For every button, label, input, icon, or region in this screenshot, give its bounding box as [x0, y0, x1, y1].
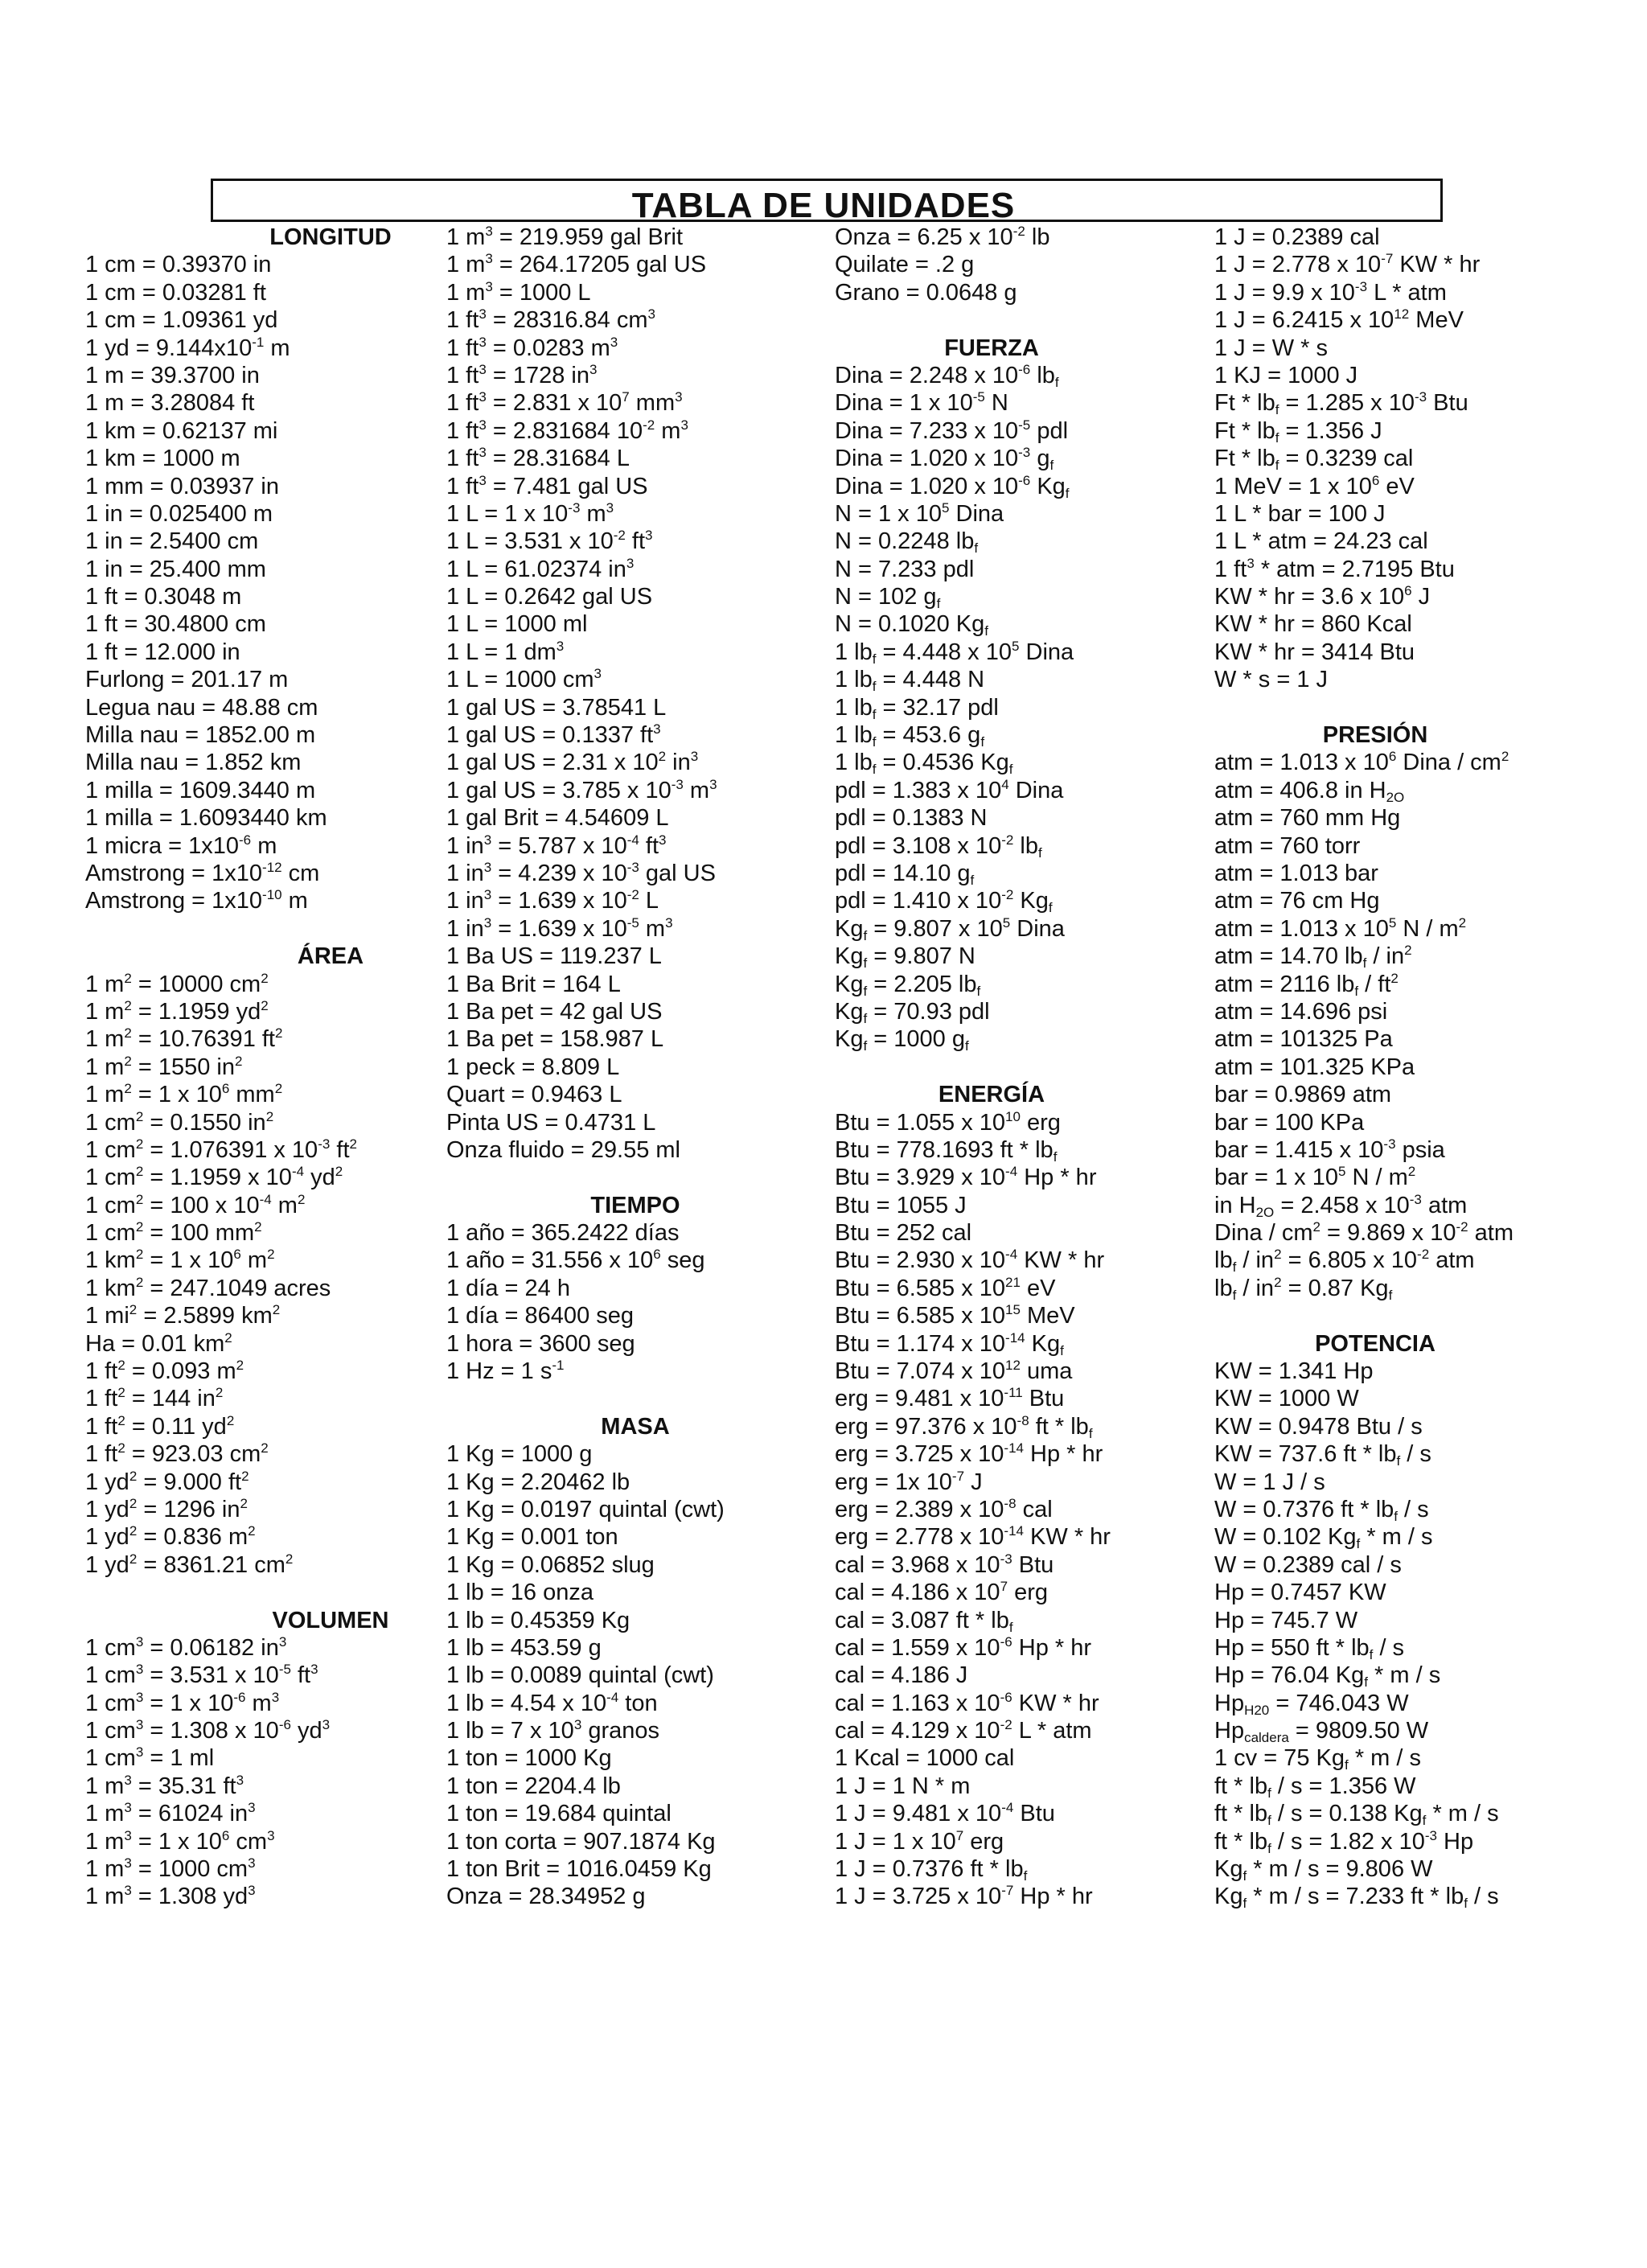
conversion-line: 1 km = 1000 m	[85, 446, 240, 472]
conversion-line: 1 $m^3 = 219.959$ gal Brit	[446, 224, 684, 250]
conversion-line: 1 $cm^3 = 1.308$ x $10^{-6}$ $yd^3$	[85, 1717, 331, 1744]
conversion-line: 1 ton = 19.684 quintal	[446, 1801, 672, 1827]
conversion-line: Milla nau = 1852.00 m	[85, 722, 316, 749]
conversion-line: atm = 1.013 x $10^6$ Dina / $cm^2$	[1214, 749, 1509, 776]
conversion-line: Furlong = 201.17 m	[85, 667, 289, 693]
conversion-line: 1 L = 1000 ml	[446, 611, 588, 638]
conversion-line: 1 Kg = 0.0197 quintal (cwt)	[446, 1496, 725, 1522]
conversion-line: atm = 101325 Pa	[1214, 1026, 1393, 1053]
conversion-line: 1 cm = 0.03281 ft	[85, 279, 266, 306]
conversion-line: 1 $lb_f = 453.6$ $g_f$	[835, 722, 985, 750]
conversion-line: 1 L = 1 $dm^3$	[446, 638, 565, 665]
conversion-line: Btu = 1055 J	[835, 1192, 967, 1218]
conversion-line: 1 $yd^2 = 0.836$ $m^2$	[85, 1523, 256, 1551]
conversion-line: Dina = 7.233 x $10^{-5}$ pdl	[835, 417, 1069, 444]
conversion-line: Amstrong = $1x10^{-12}$ cm	[85, 859, 320, 886]
conversion-line: 1 $ft^3 = 0.0283$ $m^3$	[446, 334, 618, 361]
conversion-line: $Ft * lb_f = 1.356$ J	[1214, 417, 1382, 446]
conversion-line: atm = 406.8 in $H_{2O}$	[1214, 777, 1405, 805]
conversion-line: atm = 101.325 KPa	[1214, 1054, 1415, 1080]
conversion-line: atm = 1.013 bar	[1214, 860, 1378, 886]
conversion-line: 1 Kg = 0.001 ton	[446, 1524, 618, 1551]
section-heading: PRESIÓN	[1322, 722, 1428, 749]
conversion-line: 1 $ft^2 = 144$ $in^2$	[85, 1385, 224, 1412]
conversion-line: KW = 1.341 Hp	[1214, 1358, 1374, 1385]
conversion-line: cal = 1.559 x $10^{-6}$ Hp * hr	[835, 1633, 1092, 1661]
conversion-line: W * s = 1 J	[1214, 667, 1329, 693]
conversion-line: 1 $m^3 = 1000$ L	[446, 278, 591, 306]
conversion-line: Btu = 6.585 x $10^{15}$ MeV	[835, 1302, 1075, 1329]
conversion-line: 1 ton = 1000 Kg	[446, 1745, 612, 1772]
conversion-line: $Kg_f = 70.93$ pdl	[835, 998, 990, 1026]
conversion-line: Dina = 1.020 x $10^{-6}$ $Kg_f$	[835, 472, 1070, 501]
conversion-line: 1 ft = 12.000 in	[85, 639, 240, 665]
conversion-line: Btu = 778.1693 ft * $lb_f$	[835, 1136, 1058, 1165]
conversion-line: erg = 97.376 x $10^{-8}$ ft * $lb_f$	[835, 1412, 1093, 1441]
conversion-line: cal = 4.186 J	[835, 1662, 968, 1689]
blank-line	[835, 306, 1148, 334]
conversion-line: $Kg_f = 9.807$ x $10^5$ Dina	[835, 914, 1065, 943]
conversion-line: 1 km = 0.62137 mi	[85, 417, 278, 444]
conversion-line: atm = 14.70 $lb_f / in^2$	[1214, 943, 1412, 972]
conversion-line: atm = 14.696 psi	[1214, 998, 1388, 1025]
conversion-line: $Kg_f = 1000$ $g_f$	[835, 1026, 969, 1054]
conversion-line: 1 L = 1 x $10^{-3}$ $m^3$	[446, 499, 614, 527]
column-4	[1214, 224, 1536, 1911]
conversion-line: W = 0.7376 ft * $lb_f$ / s	[1214, 1496, 1429, 1524]
conversion-line: 1 $m^2 = 10.76391$ $ft^2$	[85, 1025, 283, 1053]
conversion-line: 1 día = 24 h	[446, 1275, 570, 1301]
conversion-line: 1 $ft^3$ * atm = 2.7195 Btu	[1214, 555, 1455, 582]
conversion-line: Milla nau = 1.852 km	[85, 750, 302, 776]
conversion-line: Quart = 0.9463 L	[446, 1082, 622, 1108]
conversion-line: 1 $m^3 = 264.17205$ gal US	[446, 251, 707, 278]
conversion-line: 1 J = 6.2415 x $10^{12}$ MeV	[1214, 306, 1464, 334]
conversion-line: bar = 1 x $10^5$ N / $m^2$	[1214, 1164, 1416, 1191]
conversion-line: cal = 3.087 ft * $lb_f$	[835, 1607, 1013, 1635]
conversion-line: atm = 1.013 x $10^5$ N / $m^2$	[1214, 914, 1467, 942]
conversion-line: erg = 9.481 x $10^{-11}$ Btu	[835, 1385, 1065, 1412]
conversion-line: $Ft * lb_f = 0.3239$ cal	[1214, 446, 1414, 474]
section-heading: ÁREA	[297, 943, 364, 970]
conversion-line: 1 Kg = 1000 g	[446, 1441, 593, 1468]
conversion-line: 1 $cm^2 = 100$ $mm^2$	[85, 1219, 262, 1247]
conversion-line: $lb_f / in^2 = 6.805$ x $10^{-2}$ atm	[1214, 1247, 1475, 1276]
conversion-line: Dina = 2.248 x $10^{-6}$ $lb_f$	[835, 361, 1059, 390]
conversion-line: 1 $ft^2 = 0.11$ $yd^2$	[85, 1412, 235, 1440]
conversion-line: 1 in = 2.5400 cm	[85, 528, 259, 555]
conversion-line: 1 J = W * s	[1214, 335, 1329, 361]
conversion-line: Dina / $cm^2 = 9.869$ x $10^{-2}$ atm	[1214, 1219, 1514, 1247]
conversion-line: 1 m = 3.28084 ft	[85, 390, 255, 417]
section-heading: VOLUMEN	[272, 1607, 389, 1633]
conversion-line: erg = 1x $10^{-7}$ J	[835, 1468, 983, 1495]
conversion-line: 1 $yd^2 = 1296$ $in^2$	[85, 1495, 248, 1522]
conversion-line: 1 in = 25.400 mm	[85, 556, 266, 582]
conversion-line: Btu = 1.055 x $10^{10}$ erg	[835, 1108, 1061, 1136]
conversion-line: 1 MeV = 1 x $10^6$ eV	[1214, 472, 1415, 499]
conversion-line: erg = 2.778 x $10^{-14}$ KW * hr	[835, 1523, 1111, 1551]
section-heading: TIEMPO	[590, 1192, 680, 1218]
conversion-line: 1 $m^2 = 1550$ $in^2$	[85, 1053, 243, 1080]
conversion-line: Btu = 252 cal	[835, 1220, 972, 1247]
conversion-line: 1 lb = 7 x $10^3$ granos	[446, 1717, 660, 1744]
conversion-line: 1 $in^3 = 1.639$ x $10^{-2}$ L	[446, 887, 659, 914]
conversion-line: 1 milla = 1609.3440 m	[85, 777, 316, 803]
conversion-line: 1 $ft^3 = 28316.84$ $cm^3$	[446, 306, 655, 334]
conversion-line: KW * hr = 3414 Btu	[1214, 639, 1415, 665]
conversion-line: 1 $ft^3 = 7.481$ gal US	[446, 472, 648, 499]
conversion-line: 1 gal US = 3.785 x $10^{-3}$ $m^3$	[446, 776, 717, 803]
conversion-line: 1 cm = 0.39370 in	[85, 252, 272, 278]
section-heading: FUERZA	[944, 335, 1039, 361]
conversion-line: 1 J = 0.7376 ft * $lb_f$	[835, 1856, 1028, 1884]
conversion-line: 1 $ft^3 = 2.831$ x $10^7$ $mm^3$	[446, 389, 683, 417]
conversion-line: 1 Kcal = 1000 cal	[835, 1745, 1015, 1772]
conversion-line: 1 $m^2 = 10000$ $cm^2$	[85, 970, 269, 997]
conversion-line: 1 $cm^2 = 1.1959$ x $10^{-4}$ $yd^2$	[85, 1164, 343, 1191]
conversion-line: 1 $m^3 = 1.308$ $yd^3$	[85, 1883, 256, 1910]
conversion-line: pdl = 14.10 $g_f$	[835, 860, 975, 888]
column-2	[446, 224, 824, 1911]
conversion-line: KW = 1000 W	[1214, 1386, 1359, 1412]
conversion-line: Quilate = .2 g	[835, 252, 975, 278]
conversion-line: 1 gal Brit = 4.54609 L	[446, 805, 669, 832]
conversion-line: cal = 3.968 x $10^{-3}$ Btu	[835, 1551, 1054, 1578]
conversion-line: 1 $m^3 = 1000$ $cm^3$	[85, 1855, 256, 1883]
conversion-line: 1 gal US = 0.1337 $ft^3$	[446, 721, 661, 749]
conversion-line: 1 lb = 453.59 g	[446, 1634, 602, 1661]
conversion-line: 1 $cm^3 = 1$ x $10^{-6}$ $m^3$	[85, 1689, 280, 1716]
conversion-line: cal = 4.186 x $10^7$ erg	[835, 1579, 1049, 1606]
conversion-line: Ha = 0.01 $km^2$	[85, 1329, 232, 1357]
conversion-line: 1 J = 9.9 x $10^{-3}$ L * atm	[1214, 278, 1447, 306]
conversion-line: 1 $cm^2 = 100$ x $10^{-4}$ $m^2$	[85, 1191, 306, 1218]
conversion-line: 1 $cm^3 = 3.531$ x $10^{-5}$ $ft^3$	[85, 1662, 318, 1689]
conversion-line: 1 $lb_f = 0.4536$ $Kg_f$	[835, 750, 1013, 778]
conversion-line: Hp = 0.7457 KW	[1214, 1580, 1386, 1606]
conversion-line: atm = 2116 $lb_f / ft^2$	[1214, 970, 1399, 999]
conversion-line: 1 $in^3 = 1.639$ x $10^{-5}$ $m^3$	[446, 914, 673, 942]
conversion-line: 1 $ft^3 = 28.31684$ L	[446, 445, 630, 472]
conversion-line: 1 Ba US = 119.237 L	[446, 943, 662, 970]
conversion-line: Hp = 76.04 $Kg_f$ * m / s	[1214, 1662, 1441, 1691]
conversion-line: 1 $in^3 = 5.787$ x $10^{-4}$ $ft^3$	[446, 832, 667, 859]
conversion-line: N = 7.233 pdl	[835, 556, 975, 582]
conversion-line: 1 día = 86400 seg	[446, 1303, 635, 1329]
page-title: TABLA DE UNIDADES	[631, 186, 1016, 225]
conversion-line: 1 ton = 2204.4 lb	[446, 1773, 621, 1799]
conversion-line: 1 lb = 0.0089 quintal (cwt)	[446, 1662, 714, 1689]
conversion-line: bar = 100 KPa	[1214, 1109, 1365, 1136]
conversion-line: ft * $lb_f / s = 1.356$ W	[1214, 1773, 1416, 1801]
conversion-line: 1 L * atm = 24.23 cal	[1214, 528, 1428, 555]
conversion-line: Btu = 3.929 x $10^{-4}$ Hp * hr	[835, 1164, 1097, 1191]
conversion-line: 1 ton Brit = 1016.0459 Kg	[446, 1856, 712, 1883]
conversion-line: 1 $ft^3 = 2.831684$ $10^{-2}$ $m^3$	[446, 417, 688, 444]
conversion-line: 1 micra = $1x10^{-6}$ m	[85, 832, 277, 859]
conversion-line: 1 $yd^2 = 9.000$ $ft^2$	[85, 1468, 249, 1495]
conversion-line: cal = 1.163 x $10^{-6}$ KW * hr	[835, 1689, 1099, 1716]
conversion-line: cal = 4.129 x $10^{-2}$ L * atm	[835, 1717, 1092, 1744]
blank-line	[446, 1385, 824, 1412]
conversion-line: 1 Kg = 0.06852 slug	[446, 1551, 655, 1578]
conversion-line: Onza = 28.34952 g	[446, 1884, 646, 1910]
conversion-line: $Kg_f * m / s = 7.233$ ft * $lb_f$ / s	[1214, 1884, 1499, 1912]
conversion-line: 1 gal US = 2.31 x $10^2$ $in^3$	[446, 749, 699, 776]
conversion-line: 1 $cm^2 = 1.076391$ x $10^{-3}$ $ft^2$	[85, 1136, 357, 1163]
conversion-line: N = 0.2248 $lb_f$	[835, 528, 979, 557]
conversion-line: 1 cm = 1.09361 yd	[85, 307, 278, 334]
conversion-line: 1 milla = 1.6093440 km	[85, 805, 327, 832]
conversion-line: 1 $m^2 = 1$ x $10^6$ $mm^2$	[85, 1081, 283, 1108]
conversion-line: 1 mm = 0.03937 in	[85, 473, 280, 499]
conversion-line: ft * $lb_f / s = 1.82$ x $10^{-3}$ Hp	[1214, 1827, 1474, 1856]
conversion-line: 1 cv = 75 $Kg_f$ * m / s	[1214, 1745, 1421, 1773]
conversion-line: 1 L = 1000 $cm^3$	[446, 666, 602, 693]
conversion-line: W = 0.102 $Kg_f$ * m / s	[1214, 1524, 1433, 1552]
conversion-line: atm = 76 cm Hg	[1214, 888, 1380, 914]
conversion-line: $Hp_{caldera} = 9809.50$ W	[1214, 1718, 1429, 1746]
conversion-line: 1 Ba pet = 158.987 L	[446, 1026, 664, 1053]
conversion-line: 1 gal US = 3.78541 L	[446, 694, 667, 721]
conversion-line: 1 año = 31.556 x $10^6$ seg	[446, 1247, 705, 1274]
conversion-line: 1 J = 9.481 x $10^{-4}$ Btu	[835, 1800, 1055, 1827]
conversion-line: 1 lb = 0.45359 Kg	[446, 1607, 630, 1633]
conversion-line: 1 $km^2 = 1$ x $10^6$ $m^2$	[85, 1247, 275, 1274]
conversion-line: W = 0.2389 cal / s	[1214, 1551, 1402, 1578]
conversion-line: Grano = 0.0648 g	[835, 279, 1017, 306]
conversion-line: Btu = 1.174 x $10^{-14}$ $Kg_f$	[835, 1329, 1064, 1358]
conversion-line: 1 KJ = 1000 J	[1214, 362, 1358, 388]
conversion-line: Btu = 2.930 x $10^{-4}$ KW * hr	[835, 1247, 1105, 1274]
conversion-line: Hp = 745.7 W	[1214, 1607, 1358, 1633]
section-heading: MASA	[601, 1413, 670, 1440]
blank-line	[1214, 694, 1536, 721]
conversion-line: 1 L * bar = 100 J	[1214, 500, 1386, 527]
conversion-line: W = 1 J / s	[1214, 1469, 1325, 1495]
conversion-line: 1 Hz = 1 $s^{-1}$	[446, 1358, 565, 1385]
conversion-line: 1 año = 365.2422 días	[446, 1220, 680, 1247]
conversion-line: Onza fluido = 29.55 ml	[446, 1136, 680, 1163]
conversion-line: 1 ft = 30.4800 cm	[85, 611, 266, 638]
conversion-line: KW * hr = 3.6 x $10^6$ J	[1214, 583, 1431, 610]
conversion-line: erg = 3.725 x $10^{-14}$ Hp * hr	[835, 1440, 1103, 1468]
conversion-line: 1 ton corta = 907.1874 Kg	[446, 1828, 716, 1855]
conversion-line: 1 $ft^2 = 923.03$ $cm^2$	[85, 1440, 269, 1468]
conversion-line: 1 Ba pet = 42 gal US	[446, 998, 663, 1025]
conversion-line: 1 $cm^2 = 0.1550$ $in^2$	[85, 1108, 274, 1136]
conversion-line: KW = 0.9478 Btu / s	[1214, 1413, 1423, 1440]
conversion-line: 1 yd = $9.144x10^{-1}$ m	[85, 334, 290, 361]
conversion-line: 1 $m^3 = 1$ x $10^6$ $cm^3$	[85, 1827, 275, 1855]
conversion-line: Dina = 1 x $10^{-5}$ N	[835, 389, 1008, 417]
conversion-line: 1 $cm^3 = 0.06182$ $in^3$	[85, 1633, 287, 1661]
conversion-line: 1 J = 1 x $10^7$ erg	[835, 1827, 1004, 1855]
conversion-line: KW = 737.6 ft * $lb_f$ / s	[1214, 1441, 1431, 1469]
conversion-line: 1 $in^3 = 4.239$ x $10^{-3}$ gal US	[446, 859, 716, 886]
conversion-line: $Ft * lb_f = 1.285$ x $10^{-3}$ Btu	[1214, 389, 1468, 418]
conversion-line: Onza = 6.25 x $10^{-2}$ lb	[835, 224, 1050, 250]
conversion-line: 1 $lb_f = 32.17$ pdl	[835, 694, 999, 722]
conversion-line: N = 1 x $10^5$ Dina	[835, 499, 1004, 527]
section-heading: ENERGÍA	[938, 1082, 1045, 1108]
conversion-line: 1 $m^2 = 1.1959$ $yd^2$	[85, 997, 269, 1025]
conversion-line: Amstrong = $1x10^{-10}$ m	[85, 887, 308, 914]
conversion-line: 1 $mi^2 = 2.5899$ $km^2$	[85, 1302, 281, 1329]
conversion-line: 1 $yd^2 = 8361.21$ $cm^2$	[85, 1551, 294, 1578]
column-3	[835, 224, 1148, 1911]
conversion-line: Dina = 1.020 x $10^{-3}$ $g_f$	[835, 445, 1054, 474]
conversion-line: atm = 760 torr	[1214, 832, 1361, 859]
conversion-line: $Kg_f = 2.205$ $lb_f$	[835, 971, 981, 999]
conversion-line: 1 Kg = 2.20462 lb	[446, 1469, 630, 1495]
conversion-line: Btu = 7.074 x $10^{12}$ uma	[835, 1358, 1073, 1385]
conversion-line: 1 $m^3 = 61024$ $in^3$	[85, 1800, 256, 1827]
conversion-line: 1 $lb_f = 4.448$ x $10^5$ Dina	[835, 638, 1074, 667]
section-heading: POTENCIA	[1315, 1330, 1435, 1357]
conversion-line: 1 Ba Brit = 164 L	[446, 971, 621, 997]
conversion-line: KW * hr = 860 Kcal	[1214, 611, 1412, 638]
conversion-line: 1 $ft^3 = 1728$ $in^3$	[446, 361, 598, 388]
conversion-line: atm = 760 mm Hg	[1214, 805, 1401, 832]
conversion-line: Hp = 550 ft * $lb_f$ / s	[1214, 1634, 1405, 1662]
section-heading: LONGITUD	[269, 224, 392, 250]
conversion-line: N = 0.1020 $Kg_f$	[835, 611, 988, 639]
conversion-line: 1 lb = 4.54 x $10^{-4}$ ton	[446, 1689, 658, 1716]
conversion-line: 1 L = 3.531 x $10^{-2}$ $ft^3$	[446, 528, 653, 555]
conversion-line: 1 ft = 0.3048 m	[85, 584, 242, 610]
conversion-line: pdl = 1.383 x $10^4$ Dina	[835, 776, 1064, 803]
conversion-line: $Kg_f = 9.807$ N	[835, 943, 975, 972]
conversion-line: 1 peck = 8.809 L	[446, 1054, 620, 1080]
conversion-line: $lb_f / in^2 = 0.87$ $Kg_f$	[1214, 1274, 1393, 1303]
conversion-line: 1 lb = 16 onza	[446, 1580, 594, 1606]
conversion-line: in $H_{2O} = 2.458$ x $10^{-3}$ atm	[1214, 1191, 1468, 1220]
conversion-line: 1 J = 0.2389 cal	[1214, 224, 1380, 250]
conversion-line: Legua nau = 48.88 cm	[85, 694, 318, 721]
conversion-line: 1 $ft^2 = 0.093$ $m^2$	[85, 1358, 244, 1385]
conversion-line: 1 L = 61.02374 $in^3$	[446, 555, 635, 582]
conversion-line: pdl = 1.410 x $10^{-2}$ $Kg_f$	[835, 887, 1053, 916]
conversion-line: pdl = 0.1383 N	[835, 805, 988, 832]
conversion-line: 1 $lb_f = 4.448$ N	[835, 667, 985, 695]
conversion-line: Pinta US = 0.4731 L	[446, 1109, 656, 1136]
blank-line	[835, 1054, 1148, 1081]
conversion-line: 1 J = 2.778 x $10^{-7}$ KW * hr	[1214, 251, 1481, 278]
conversion-line: Btu = 6.585 x $10^{21}$ eV	[835, 1274, 1056, 1301]
conversion-line: $Kg_f * m / s = 9.806$ W	[1214, 1856, 1433, 1884]
conversion-line: 1 $cm^3 = 1$ ml	[85, 1744, 215, 1772]
conversion-line: 1 in = 0.025400 m	[85, 500, 273, 527]
conversion-line: $Hp_{H20} = 746.043$ W	[1214, 1690, 1409, 1718]
conversion-line: 1 hora = 3600 seg	[446, 1330, 635, 1357]
conversion-line: ft * $lb_f / s = 0.138$ $Kg_f$ * m / s	[1214, 1801, 1499, 1829]
conversion-line: 1 J = 3.725 x $10^{-7}$ Hp * hr	[835, 1883, 1093, 1910]
blank-line	[446, 1164, 824, 1191]
conversion-line: pdl = 3.108 x $10^{-2}$ $lb_f$	[835, 832, 1042, 861]
blank-line	[1214, 1302, 1536, 1329]
conversion-line: bar = 0.9869 atm	[1214, 1082, 1392, 1108]
conversion-line: 1 m = 39.3700 in	[85, 362, 260, 388]
conversion-line: erg = 2.389 x $10^{-8}$ cal	[835, 1495, 1053, 1522]
conversion-line: 1 J = 1 N * m	[835, 1773, 971, 1799]
conversion-line: 1 $m^3 = 35.31$ $ft^3$	[85, 1772, 244, 1799]
conversion-line: 1 L = 0.2642 gal US	[446, 584, 653, 610]
conversion-line: 1 $km^2 = 247.1049$ acres	[85, 1274, 331, 1301]
conversion-line: N = 102 $g_f$	[835, 584, 941, 612]
conversion-line: bar = 1.415 x $10^{-3}$ psia	[1214, 1136, 1445, 1163]
